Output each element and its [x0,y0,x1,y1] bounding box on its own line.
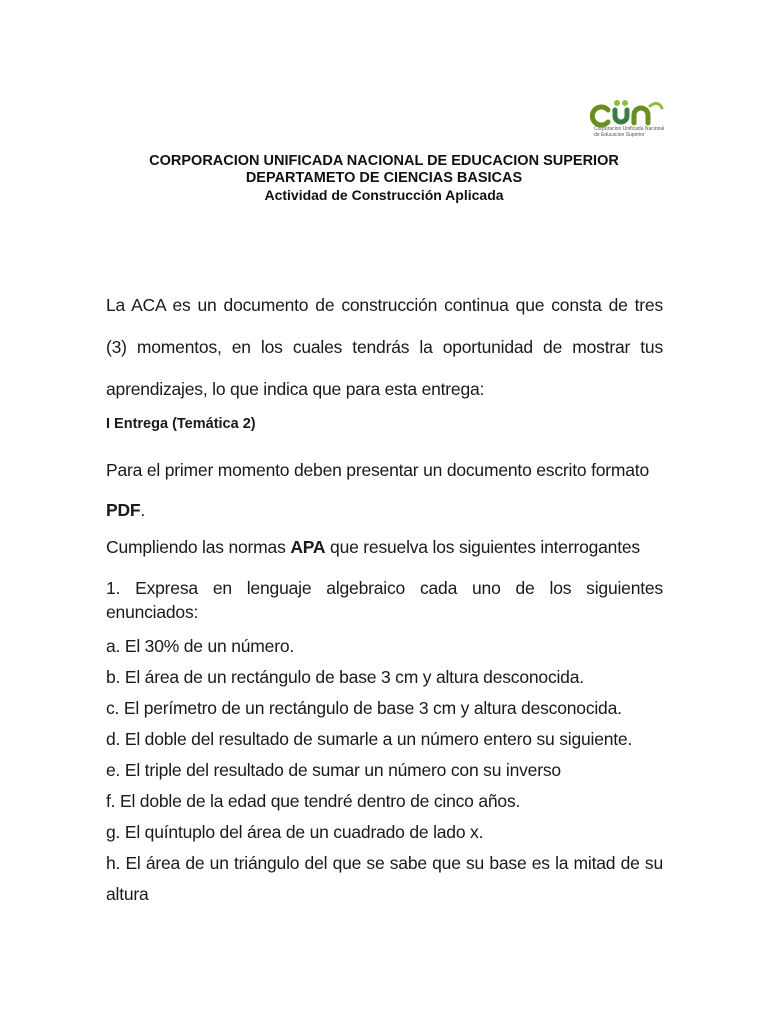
list-item: f. El doble de la edad que tendré dentro de cinco años. [106,791,521,811]
institution-name: CORPORACION UNIFICADA NACIONAL DE EDUCACION SUPERIOR [149,153,619,169]
department-name: DEPARTAMETO DE CIENCIAS BASICAS [245,170,523,186]
list-item: d. El doble del resultado de sumarle a un número entero su siguiente. [106,729,633,749]
format-text: Para el primer momento deben presentar un documento escrito formato [106,460,649,480]
intro-paragraph: La ACA es un documento de construcción continua que consta de tres (3) momentos, en los cuales tendrás la oportunidad de mostrar tus aprendizajes, lo que indica que para esta entrega: [106,295,663,399]
logo-subtitle-line2: de Educacion Superior [594,132,645,138]
list-item: h. El área de un triángulo del que se sabe que su base es la mitad de su altura [106,853,663,904]
list-item: g. El quíntuplo del área de un cuadrado de lado x. [106,822,484,842]
apa-paragraph [106,534,663,560]
activity-title: Actividad de Construcción Aplicada [264,187,504,203]
question-main: 1. Expresa en lenguaje algebraico cada uno de los siguientes enunciados: [106,578,663,622]
apa-bold: APA [290,537,326,557]
format-end: . [140,500,146,520]
apa-before: Cumpliendo las normas [106,537,291,557]
list-item: e. El triple del resultado de sumar un número con su inverso [106,760,561,780]
logo-subtitle-line1: Corporacion Unificada Nacional [594,126,665,132]
list-item: a. El 30% de un número. [106,636,295,656]
logo-subtitle [594,126,674,138]
format-pdf: PDF [106,500,141,520]
delivery-subheading: I Entrega (Temática 2) [106,416,256,432]
list-item: b. El área de un rectángulo de base 3 cm y altura desconocida. [106,667,584,687]
logo-mark-icon [590,96,670,128]
document-header [0,153,768,204]
questions-list [106,576,663,910]
apa-after: que resuelva los siguientes interrogantes [325,537,640,557]
format-paragraph [106,450,663,530]
list-item: c. El perímetro de un rectángulo de base 3 cm y altura desconocida. [106,698,622,718]
cun-logo [590,96,670,146]
